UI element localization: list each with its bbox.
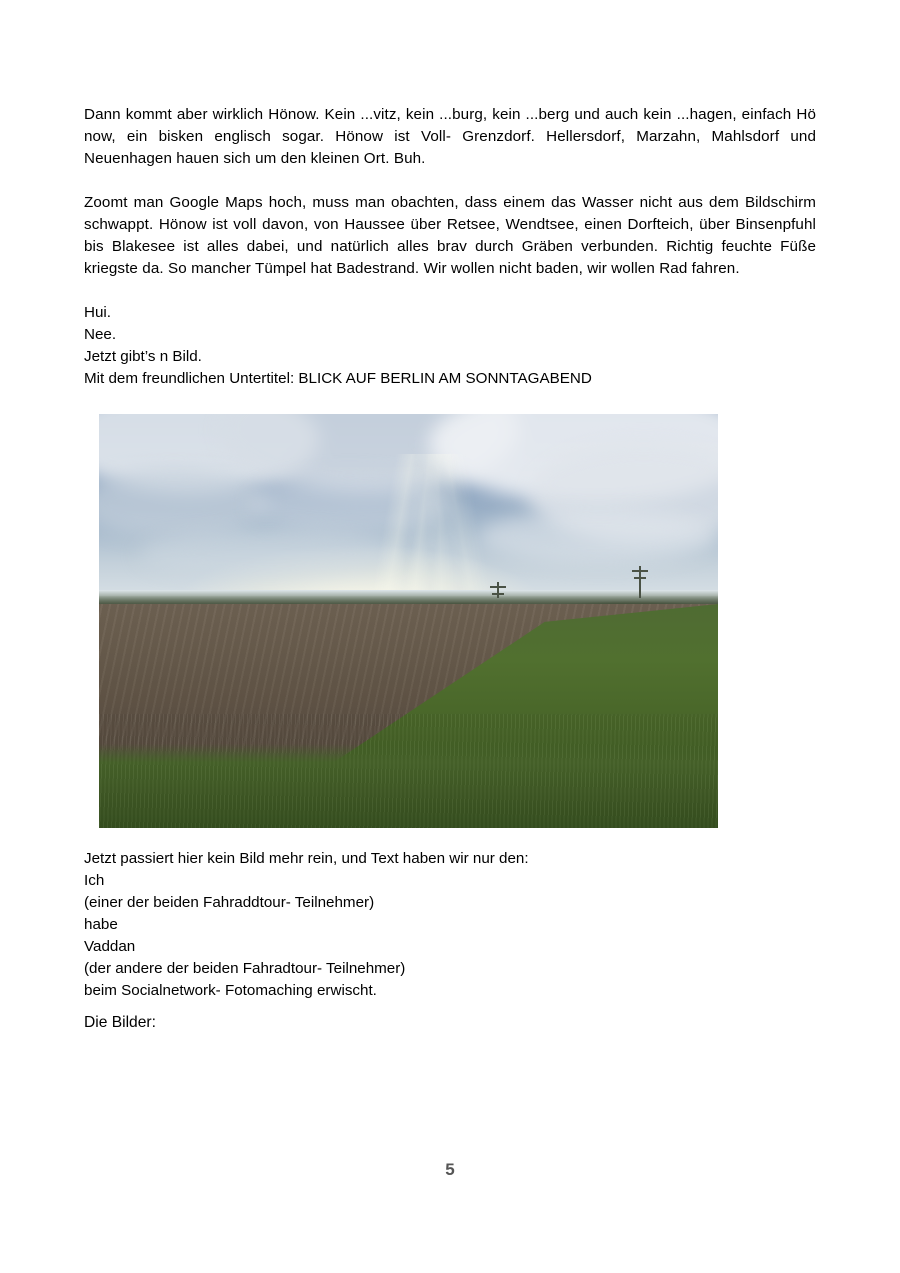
after-line-0: Jetzt passiert hier kein Bild mehr rein, und Text haben wir nur den: (84, 850, 529, 867)
page-content (84, 104, 816, 1034)
after-line-4: Vaddan (84, 938, 136, 955)
after-line-1: Ich (84, 872, 105, 889)
paragraph-1: Dann kommt aber wirklich Hönow. Kein ...vitz, kein ...burg, kein ...berg und auch kein ...hagen, einfach Hö now, ein bisken englisch sogar. Hönow ist Voll- Grenzdorf. Hellersdorf, Marzahn, Mahlsdorf und Neuenhagen hauen sich um den kleinen Ort. Buh. (84, 106, 816, 167)
short-lines-block (84, 302, 816, 390)
grass-texture (99, 714, 718, 828)
paragraph-2: Zoomt man Google Maps hoch, muss man obachten, dass einem das Wasser nicht aus dem Bildschirm schwappt. Hönow ist voll davon, von Haussee über Retsee, Wendtsee, einen Dorfteich, über Binsenpfuhl bis Blakesee ist alles dabei, und natürlich alles brav durch Gräben verbunden. Richtig feuchte Füße kriegste da. So mancher Tümpel hat Badestrand. Wir wollen nicht baden, wir wollen Rad fahren. (84, 194, 816, 277)
after-photo-lines (84, 848, 816, 1034)
closing-line: Die Bilder: (84, 1014, 156, 1031)
short-line-nee: Nee. (84, 326, 117, 343)
short-line-hui: Hui. (84, 304, 112, 321)
paragraph-spacer-2 (84, 280, 816, 302)
after-line-5: (der andere der beiden Fahradtour- Teilnehmer) (84, 960, 406, 977)
power-pylon-right (639, 566, 641, 598)
sun-rays (99, 454, 718, 604)
after-line-2: (einer der beiden Fahraddtour- Teilnehmer) (84, 894, 375, 911)
power-pylon-middle (497, 582, 499, 598)
short-line-bild: Jetzt gibt’s n Bild. (84, 348, 202, 365)
paragraph-spacer-1 (84, 170, 816, 192)
photo-canvas (99, 414, 718, 828)
short-line-untertitel: Mit dem freundlichen Untertitel: BLICK AUF BERLIN AM SONNTAGABEND (84, 370, 592, 387)
photo-blick-auf-berlin (99, 414, 718, 828)
after-line-6: beim Socialnetwork- Fotomaching erwischt. (84, 982, 377, 999)
page-number: 5 (445, 1160, 455, 1179)
after-line-3: habe (84, 916, 118, 933)
